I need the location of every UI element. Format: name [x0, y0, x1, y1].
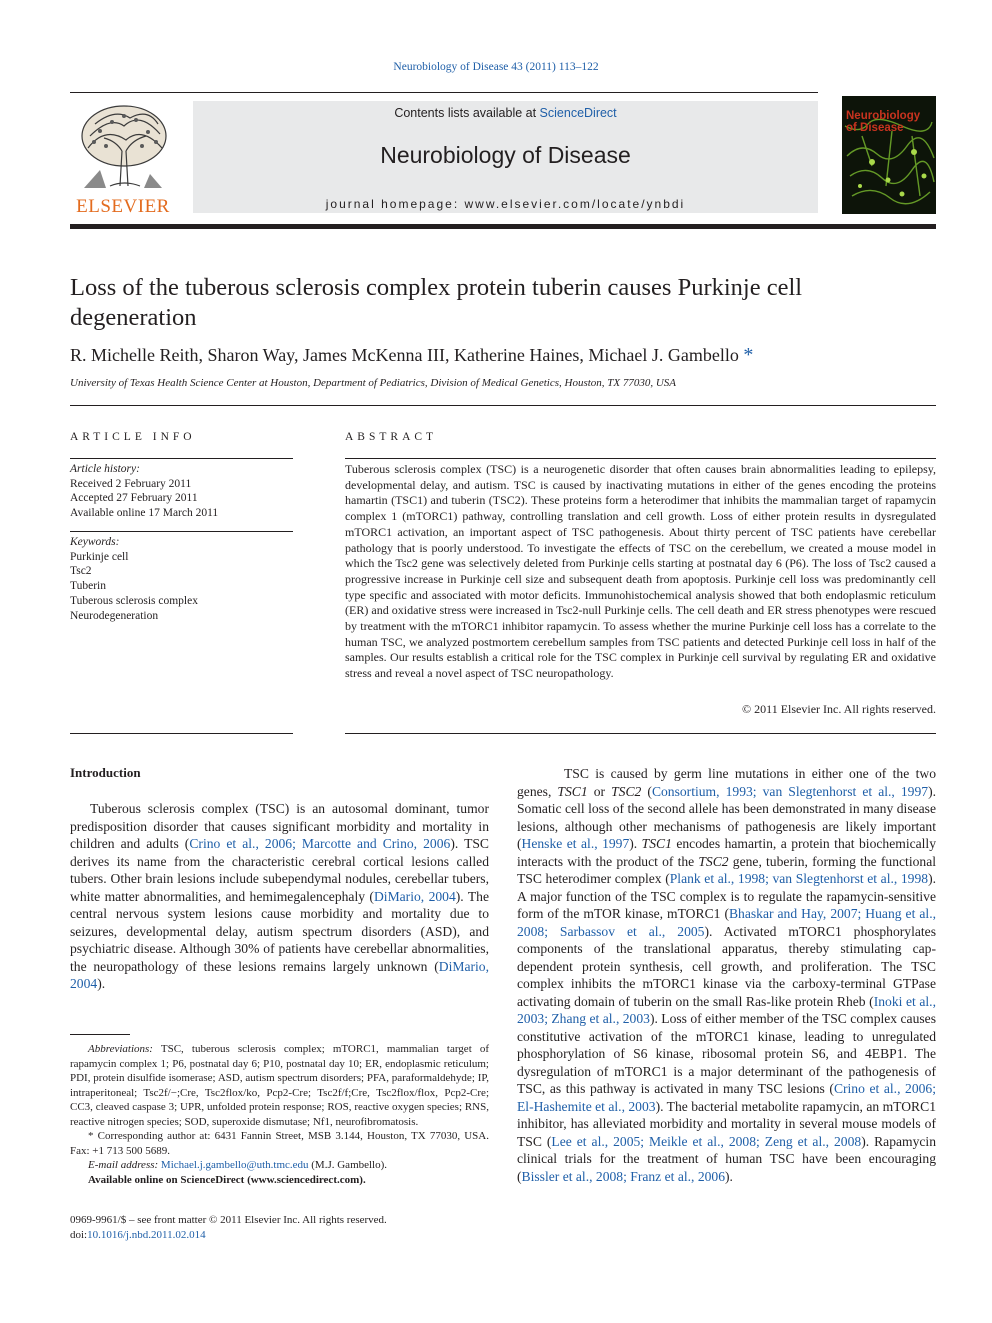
- keyword: Tuberin: [70, 580, 106, 593]
- contents-prefix: Contents lists available at: [394, 106, 540, 120]
- keyword: Purkinje cell: [70, 550, 129, 563]
- article-title: Loss of the tuberous sclerosis complex protein tuberin causes Purkinje cell degeneration: [70, 274, 803, 331]
- gene-name: TSC1: [641, 836, 672, 851]
- contents-line: [193, 106, 818, 120]
- citation-link[interactable]: Plank et al., 1998; van Slegtenhorst et al., 1998: [669, 871, 929, 886]
- email-suffix: (M.J. Gambello).: [308, 1159, 388, 1171]
- journal-citation[interactable]: Neurobiology of Disease 43 (2011) 113–122: [393, 61, 599, 73]
- text-run: ). A major function of the TSC complex is to regulate the rapamycin-sensitive form of the mTOR kinase, mTORC1 (: [517, 871, 936, 921]
- citation-link[interactable]: DiMario, 2004: [373, 888, 456, 904]
- citation-link[interactable]: Bhaskar and Hay, 2007; Huang et al., 2008; Sarbassov et al., 2005: [517, 906, 936, 939]
- history-online: Available online 17 March 2011: [70, 507, 219, 520]
- citation-link[interactable]: Bissler et al., 2008; Franz et al., 2006: [521, 1168, 726, 1184]
- citation-link[interactable]: Lee et al., 2005; Meikle et al., 2008; Zeng et al., 2008: [551, 1133, 862, 1149]
- article-info-bottom-rule: [70, 733, 293, 734]
- text-run: gene, tuberin, forming the functional TSC heterodimer complex (: [517, 853, 936, 886]
- affiliation: University of Texas Health Science Center at Houston, Department of Pediatrics, Division of Medical Genetics, Houston, TX 77030, USA: [70, 377, 677, 389]
- masthead-top-rule: [70, 92, 818, 93]
- gene-name: TSC1: [557, 783, 588, 799]
- article-info-rule: [70, 458, 293, 459]
- keyword: Tuberous sclerosis complex: [70, 594, 198, 607]
- gene-name: TSC2: [698, 853, 729, 869]
- doi-line: [70, 1228, 489, 1243]
- abstract-text: Tuberous sclerosis complex (TSC) is a neurogenetic disorder that often causes brain abnormalities leading to epilepsy, developmental delay, and autism. TSC is caused by inactivating mutations in either of the genes encoding the proteins hamartin (TSC1) and tuberin (TSC2). These proteins form a heterodimer that inhibits the mammalian target of rapamycin complex 1 (mTORC1) pathway, controlling translation and cell growth. Loss of either protein results in dysregulated mTORC1 activation, an important aspect of TSC pathogenesis. About thirty percent of TSC patients have cerebellar pathology that is poorly understood. To investigate the effects of TSC on the cerebellum, we created a mouse model in which the Tsc2 gene was selectively deleted from Purkinje cells starting at postnatal day 6 (P6). The loss of Tsc2 caused a progressive increase in Purkinje cell size and subsequent death from apoptosis. Purkinje cell loss was predominantly cell type specific and associated with motor deficits. Immunohistochemical analysis showed that both endoplasmic reticulum (ER) and oxidative stress were increased in Tsc2-null Purkinje cells. The cell death and ER stress phenotypes were rescued by treatment with the mTORC1 inhibitor rapamycin. To assess whether the murine Purkinje cell loss has a correlate to the human TSC, we analyzed postmortem cerebellum samples from TSC patients and detected Purkinje cell loss in half of the samples. Our results establish a critical role for the TSC complex in Purkinje cell survival by regulating ER and oxidative stress and reveal a novel aspect of TSC neuropathology.: [345, 462, 936, 681]
- abbreviations-text: TSC, tuberous sclerosis complex; mTORC1, mammalian target of rapamycin complex 1; P6, postnatal day 6; P10, postnatal day 10; ER, endoplasmic reticulum; PDI, protein disulfide isomerase; ASD, autism spectrum disorders; PFA, paraformaldehyde; IP, intraperitoneal; Tsc2f/−;Cre, Tsc2flox/ko, Pcp2-Cre; Tsc2f/f;Cre, Tsc2flox/flox, Pcp2-Cre; CC3, cleaved caspase 3; UPR, unfolded protein response; ROS, reactive oxygen species; RNS, reactive nitrogen species; SOD, superoxide dismutase; Nf1, neurofibromatosis.: [70, 1043, 490, 1128]
- journal-homepage[interactable]: journal homepage: www.elsevier.com/locate/ynbdi: [325, 197, 686, 211]
- sciencedirect-link[interactable]: ScienceDirect: [539, 106, 617, 120]
- issn-line: 0969-9961/$ – see front matter © 2011 Elsevier Inc. All rights reserved.: [70, 1214, 387, 1226]
- keywords: [70, 535, 293, 623]
- text-run: ).: [725, 1168, 733, 1184]
- abstract-rule: [345, 458, 936, 459]
- cover-title: Neurobiology of Disease: [846, 110, 921, 134]
- issn-block: [70, 1213, 489, 1243]
- gene-name: TSC2: [611, 783, 642, 799]
- text-run: ). The central nervous system lesions cause morbidity and mortality due to seizures, developmental delay, autism spectrum disorders (ASD), and psychiatric disease. Although 30% of patients have cerebellar abnormalities, the neuropathology of these lesions remains largely unknown (: [70, 888, 489, 974]
- text-run: Tuberous sclerosis complex (TSC) is an autosomal dominant, tumor predisposition disorder that causes significant morbidity and mortality in children and adults (: [70, 801, 489, 851]
- masthead-rule: [70, 224, 936, 229]
- text-run: encodes hamartin, a protein that biochemically interacts with the product of the: [517, 836, 937, 869]
- citation-link[interactable]: Henske et al., 1997: [521, 836, 630, 851]
- title-divider: [70, 405, 936, 406]
- introduction-paragraph: [70, 800, 489, 993]
- body-paragraph-column2: [517, 765, 936, 1185]
- footnotes: [70, 1042, 489, 1187]
- elsevier-wordmark: ELSEVIER: [76, 196, 170, 217]
- text-run: TSC is caused by germ line mutations in either one of the two genes,: [517, 766, 936, 799]
- doi-link[interactable]: 10.1016/j.nbd.2011.02.014: [87, 1229, 206, 1241]
- email-link[interactable]: Michael.j.gambello@uth.tmc.edu: [160, 1159, 309, 1171]
- keyword: Neurodegeneration: [70, 609, 159, 622]
- text-run: ). Rapamycin clinical trials for the treatment of human TSC have been encouraging (: [517, 1133, 937, 1184]
- doi-label: doi:: [70, 1229, 88, 1241]
- email-label: E-mail address:: [88, 1159, 161, 1171]
- text-run: ). Loss of either member of the TSC complex causes constitutive activation of the mTORC1 kinase, leading to unregulated phosphorylation of S6 kinase, ribosomal protein S6, and 4EBP1. The dysregulation of mTORC1 is a major determinant of the pathogenesis of TSC, as this pathway is activated in many TSC lesions (: [517, 1011, 936, 1096]
- email-footnote: [70, 1158, 489, 1173]
- citation-link[interactable]: Crino et al., 2006; Marcotte and Crino, 2006: [189, 836, 451, 851]
- history-received: Received 2 February 2011: [70, 477, 192, 490]
- introduction-heading: Introduction: [70, 765, 141, 780]
- citation-link[interactable]: Inoki et al., 2003; Zhang et al., 2003: [517, 993, 936, 1026]
- text-run: ). Activated mTORC1 phosphorylates components of the translational apparatus, thereby stimulating cap-dependent protein synthesis, cell growth, and proliferation. The TSC complex inhibits the mTORC1 kinase via the carboxy-terminal GTPase activating domain of tuberin on the small Ras-like protein Rheb (: [517, 923, 936, 1009]
- keywords-rule: [70, 531, 293, 532]
- journal-name: Neurobiology of Disease: [380, 142, 631, 168]
- abstract-bottom-rule: [345, 733, 936, 734]
- corresponding-footnote: * Corresponding author at: 6431 Fannin Street, MSB 3.144, Houston, TX 77030, USA. Fax: +1 713 500 5689.: [70, 1130, 489, 1157]
- citation-link[interactable]: DiMario, 2004: [70, 958, 489, 991]
- citation-link[interactable]: Consortium, 1993; van Slegtenhorst et al., 1997: [651, 783, 929, 799]
- history-label: Article history:: [70, 463, 140, 475]
- abbreviations-label: Abbreviations:: [88, 1043, 153, 1055]
- text-run: ). The bacterial metabolite rapamycin, an mTORC1 inhibitor, has alleviated morbidity and mortality in several mouse models of TSC (: [517, 1098, 936, 1149]
- authors-text: R. Michelle Reith, Sharon Way, James McKenna III, Katherine Haines, Michael J. Gambello: [70, 345, 739, 365]
- online-footnote: Available online on ScienceDirect (www.sciencedirect.com).: [88, 1173, 366, 1186]
- article-history: [70, 462, 293, 521]
- footnote-rule: [70, 1034, 130, 1035]
- text-run: ).: [97, 976, 106, 991]
- article-info-heading: ARTICLE INFO: [70, 431, 196, 443]
- text-run: (: [641, 783, 652, 799]
- abstract-copyright: © 2011 Elsevier Inc. All rights reserved.: [742, 702, 936, 716]
- abbreviations-footnote: [70, 1042, 489, 1129]
- author-list: [70, 344, 936, 367]
- text-run: ). TSC derives its name from the characteristic cerebral cortical lesions called tubers. Other brain lesions include subependymal nodules, cerebellar tubers, white matter abnormalities, and hemimegalencephaly (: [70, 836, 489, 904]
- keywords-label: Keywords:: [70, 536, 120, 548]
- citation-link[interactable]: Crino et al., 2006; El-Hashemite et al., 2003: [517, 1081, 936, 1114]
- corresponding-author-mark[interactable]: *: [743, 344, 754, 366]
- text-run: ).: [629, 836, 642, 851]
- history-accepted: Accepted 27 February 2011: [70, 492, 198, 505]
- keyword: Tsc2: [70, 565, 92, 578]
- abstract-heading: ABSTRACT: [345, 431, 438, 443]
- text-run: or: [587, 783, 612, 799]
- text-run: ). Somatic cell loss of the second allele has been demonstrated in many disease lesions, although other mechanisms of pathogenesis are likely important (: [517, 783, 936, 851]
